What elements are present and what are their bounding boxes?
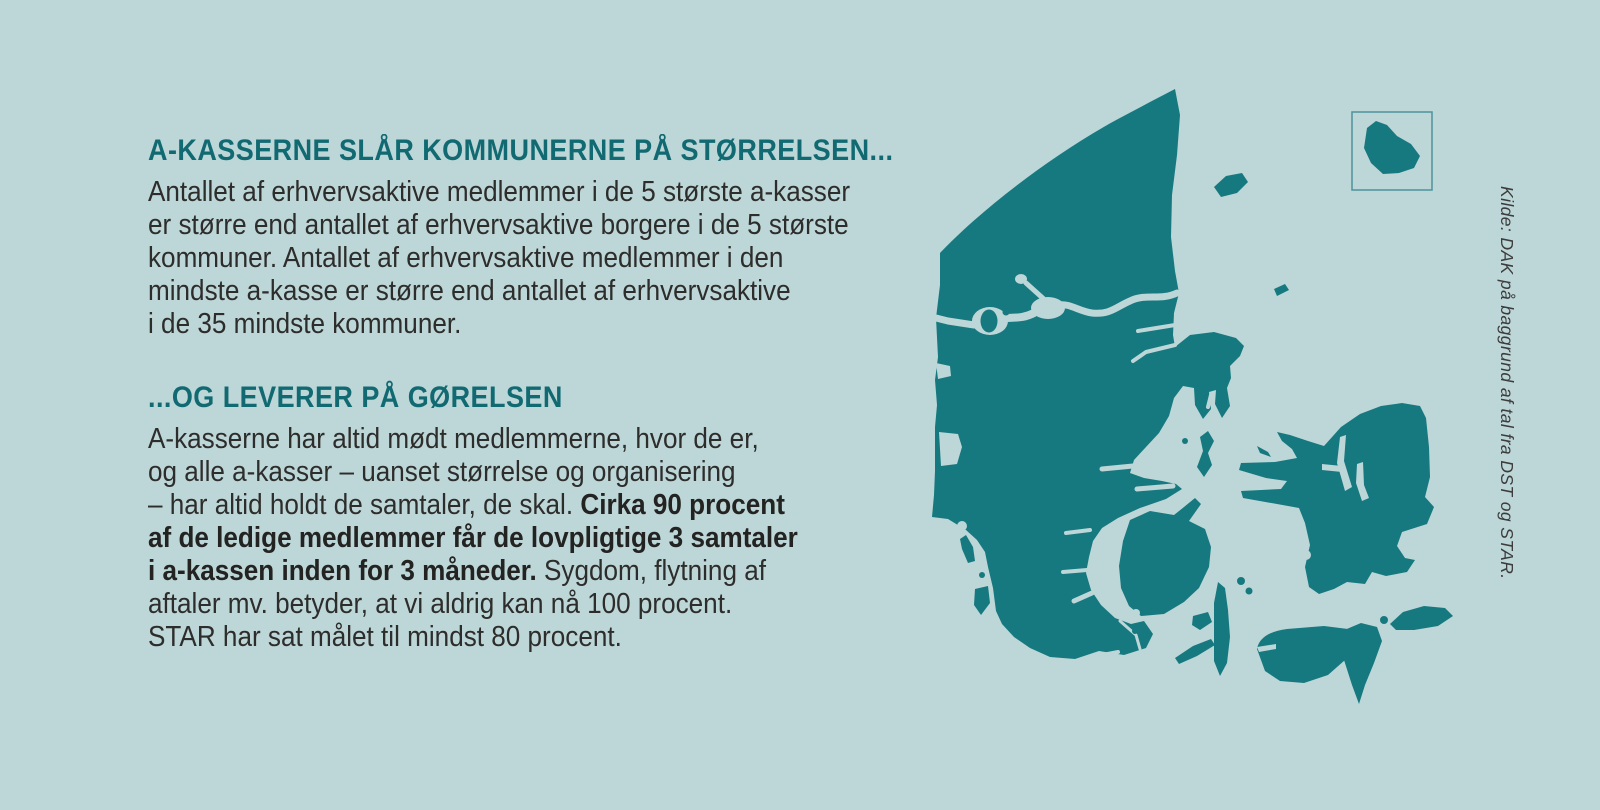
map-region-mandoe: [979, 572, 985, 578]
map-region-fanoe: [960, 535, 975, 563]
map-region-bornholm: [1364, 121, 1420, 174]
map-region-langeland: [1214, 582, 1230, 676]
map-region-avernakoe: [1146, 631, 1152, 637]
denmark-map: [878, 75, 1468, 805]
section1-paragraph: Antallet af erhvervsaktive medlemmer i de 5 største a-kasser er større end antallet af erhvervsaktive borgere i de 5 største kommuner. Antallet af erhvervsaktive medlemmer i den mindste a-kasse er større end antallet af erhvervsaktive i de 35 mindste kommuner.: [148, 176, 851, 340]
map-region-anholt: [1274, 284, 1289, 296]
bornholm-inset: [1352, 112, 1432, 190]
map-region-fur: [1003, 309, 1010, 316]
map-region-bogoe: [1380, 616, 1388, 624]
source-note: Kilde: DAK på baggrund af tal fra DST og STAR.: [1497, 186, 1517, 580]
map-region-tunoe: [1182, 438, 1188, 444]
map-region-moen: [1390, 606, 1453, 630]
map-region-agersoe: [1246, 588, 1253, 595]
map-region-roemoe: [974, 586, 990, 615]
map-region-lolland: [1257, 626, 1352, 683]
section2-paragraph: A-kasserne har altid mødt medlemmerne, hvor de er, og alle a-kasser – uanset størrelse og organisering – har altid holdt de samtaler, de skal. Cirka 90 procent af de ledige medlemmer får de lovpligtige 3 samtaler i a-kassen inden for 3 måneder. Sygdom, flytning af aftaler mv. betyder, at vi aldrig kan nå 100 procent. STAR har sat målet til mindst 80 procent.: [148, 423, 798, 653]
text-column: [148, 134, 958, 654]
map-region-fyn: [1119, 498, 1211, 616]
map-region-sejeroe: [1257, 446, 1271, 457]
map-region-aeroe: [1175, 639, 1215, 664]
section2-heading: ...OG LEVERER PÅ GØRELSEN: [148, 381, 563, 414]
map-region-mors: [981, 310, 998, 333]
section1-heading: A-KASSERNE SLÅR KOMMUNERNE PÅ STØRRELSEN...: [148, 134, 894, 167]
map-region-laesoe: [1214, 173, 1248, 197]
map-water-faaborg: [1132, 609, 1140, 617]
map-region-omoe: [1237, 577, 1245, 585]
map-region-sjaelland: [1239, 403, 1434, 594]
map-region-samsoe: [1197, 431, 1214, 477]
map-region-falster: [1338, 623, 1382, 704]
map-region-lyoe: [1132, 628, 1138, 634]
map-region-taasinge: [1192, 612, 1212, 630]
